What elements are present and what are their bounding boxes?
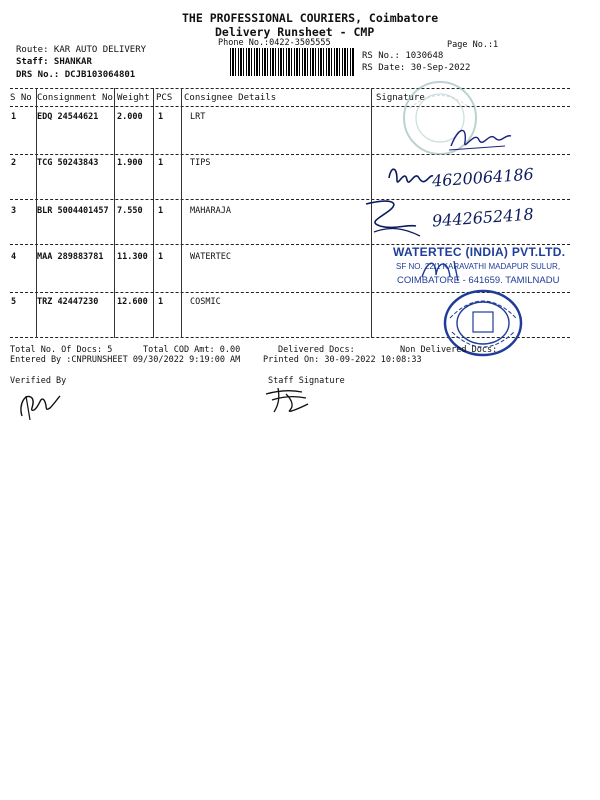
stamp-address-2: COIMBATORE - 641659. TAMILNADU: [397, 275, 560, 286]
route: Route: KAR AUTO DELIVERY: [16, 45, 147, 55]
total-docs: Total No. Of Docs: 5: [10, 345, 113, 355]
verified-by-signature: [14, 386, 64, 422]
entered-by: Entered By :CNPRUNSHEET 09/30/2022 9:19:00 AM: [10, 355, 241, 365]
row-consignee: LRT: [190, 112, 206, 122]
header-weight: Weight: [117, 93, 150, 103]
staff-name: Staff: SHANKAR: [16, 57, 92, 67]
signature-row3: [360, 196, 430, 242]
runsheet-subtitle: Delivery Runsheet - CMP: [215, 25, 375, 39]
row-consignee: COSMIC: [190, 297, 221, 307]
rs-number: RS No.: 1030648: [362, 51, 444, 61]
row-consignment: EDQ 24544621: [37, 112, 99, 122]
row-sno: 2: [11, 158, 17, 168]
header-consignee: Consignee Details: [184, 93, 277, 103]
signature-row2: [385, 158, 435, 194]
row-weight: 11.300: [117, 252, 148, 262]
row-pcs: 1: [158, 252, 164, 262]
verified-by-label: Verified By: [10, 376, 67, 386]
staff-signature-mark: [262, 384, 314, 414]
table-top-rule: [10, 88, 570, 89]
row-consignment: TRZ 42447230: [37, 297, 99, 307]
signature-row1: [445, 122, 515, 156]
total-cod: Total COD Amt: 0.00: [143, 345, 241, 355]
stamp-address-1: SF NO. 22/1 KARAVATHI MADAPUR SULUR,: [396, 262, 561, 271]
row-pcs: 1: [158, 297, 164, 307]
delivered-docs: Delivered Docs:: [278, 345, 355, 355]
column-divider: [153, 88, 154, 338]
row-sno: 3: [11, 206, 17, 216]
staff-signature-label: Staff Signature: [268, 376, 345, 386]
drs-number: DRS No.: DCJB103064801: [16, 70, 136, 80]
phone-number: Phone No.:0422-3505555: [218, 38, 331, 48]
header-pcs: PCS: [156, 93, 173, 103]
printed-on: Printed On: 30-09-2022 10:08:33: [263, 355, 422, 365]
row-divider: [10, 199, 570, 200]
row-pcs: 1: [158, 158, 164, 168]
row-weight: 1.900: [117, 158, 143, 168]
company-title: THE PROFESSIONAL COURIERS, Coimbatore: [182, 11, 439, 25]
handwritten-phone-2: 9442652418: [431, 204, 535, 231]
row-consignment: MAA 289883781: [37, 252, 104, 262]
row-consignee: MAHARAJA: [190, 206, 231, 216]
row-weight: 12.600: [117, 297, 148, 307]
row-consignment: BLR 5004401457: [37, 206, 109, 216]
page-number: Page No.:1: [447, 40, 499, 50]
header-sno: S No: [10, 93, 32, 103]
row-sno: 5: [11, 297, 17, 307]
row-weight: 7.550: [117, 206, 143, 216]
row-weight: 2.000: [117, 112, 143, 122]
row-sno: 1: [11, 112, 17, 122]
row-pcs: 1: [158, 112, 164, 122]
header-consignment: Consignment No: [37, 93, 113, 103]
barcode: [230, 48, 354, 76]
header-signature: Signature: [376, 93, 425, 103]
handwritten-phone-1: 4620064186: [431, 164, 535, 191]
row-consignee: WATERTEC: [190, 252, 231, 262]
row-pcs: 1: [158, 206, 164, 216]
row-consignee: TIPS: [190, 158, 211, 168]
stamp-company: WATERTEC (INDIA) PVT.LTD.: [393, 245, 566, 259]
rs-date: RS Date: 30-Sep-2022: [362, 63, 471, 73]
column-divider: [114, 88, 115, 338]
row-sno: 4: [11, 252, 17, 262]
header-bottom-rule: [10, 106, 570, 107]
row-consignment: TCG 50243843: [37, 158, 99, 168]
stamp-initials: [418, 255, 468, 285]
column-divider: [181, 88, 182, 338]
non-delivered-docs: Non Delivered Docs:: [400, 345, 498, 355]
